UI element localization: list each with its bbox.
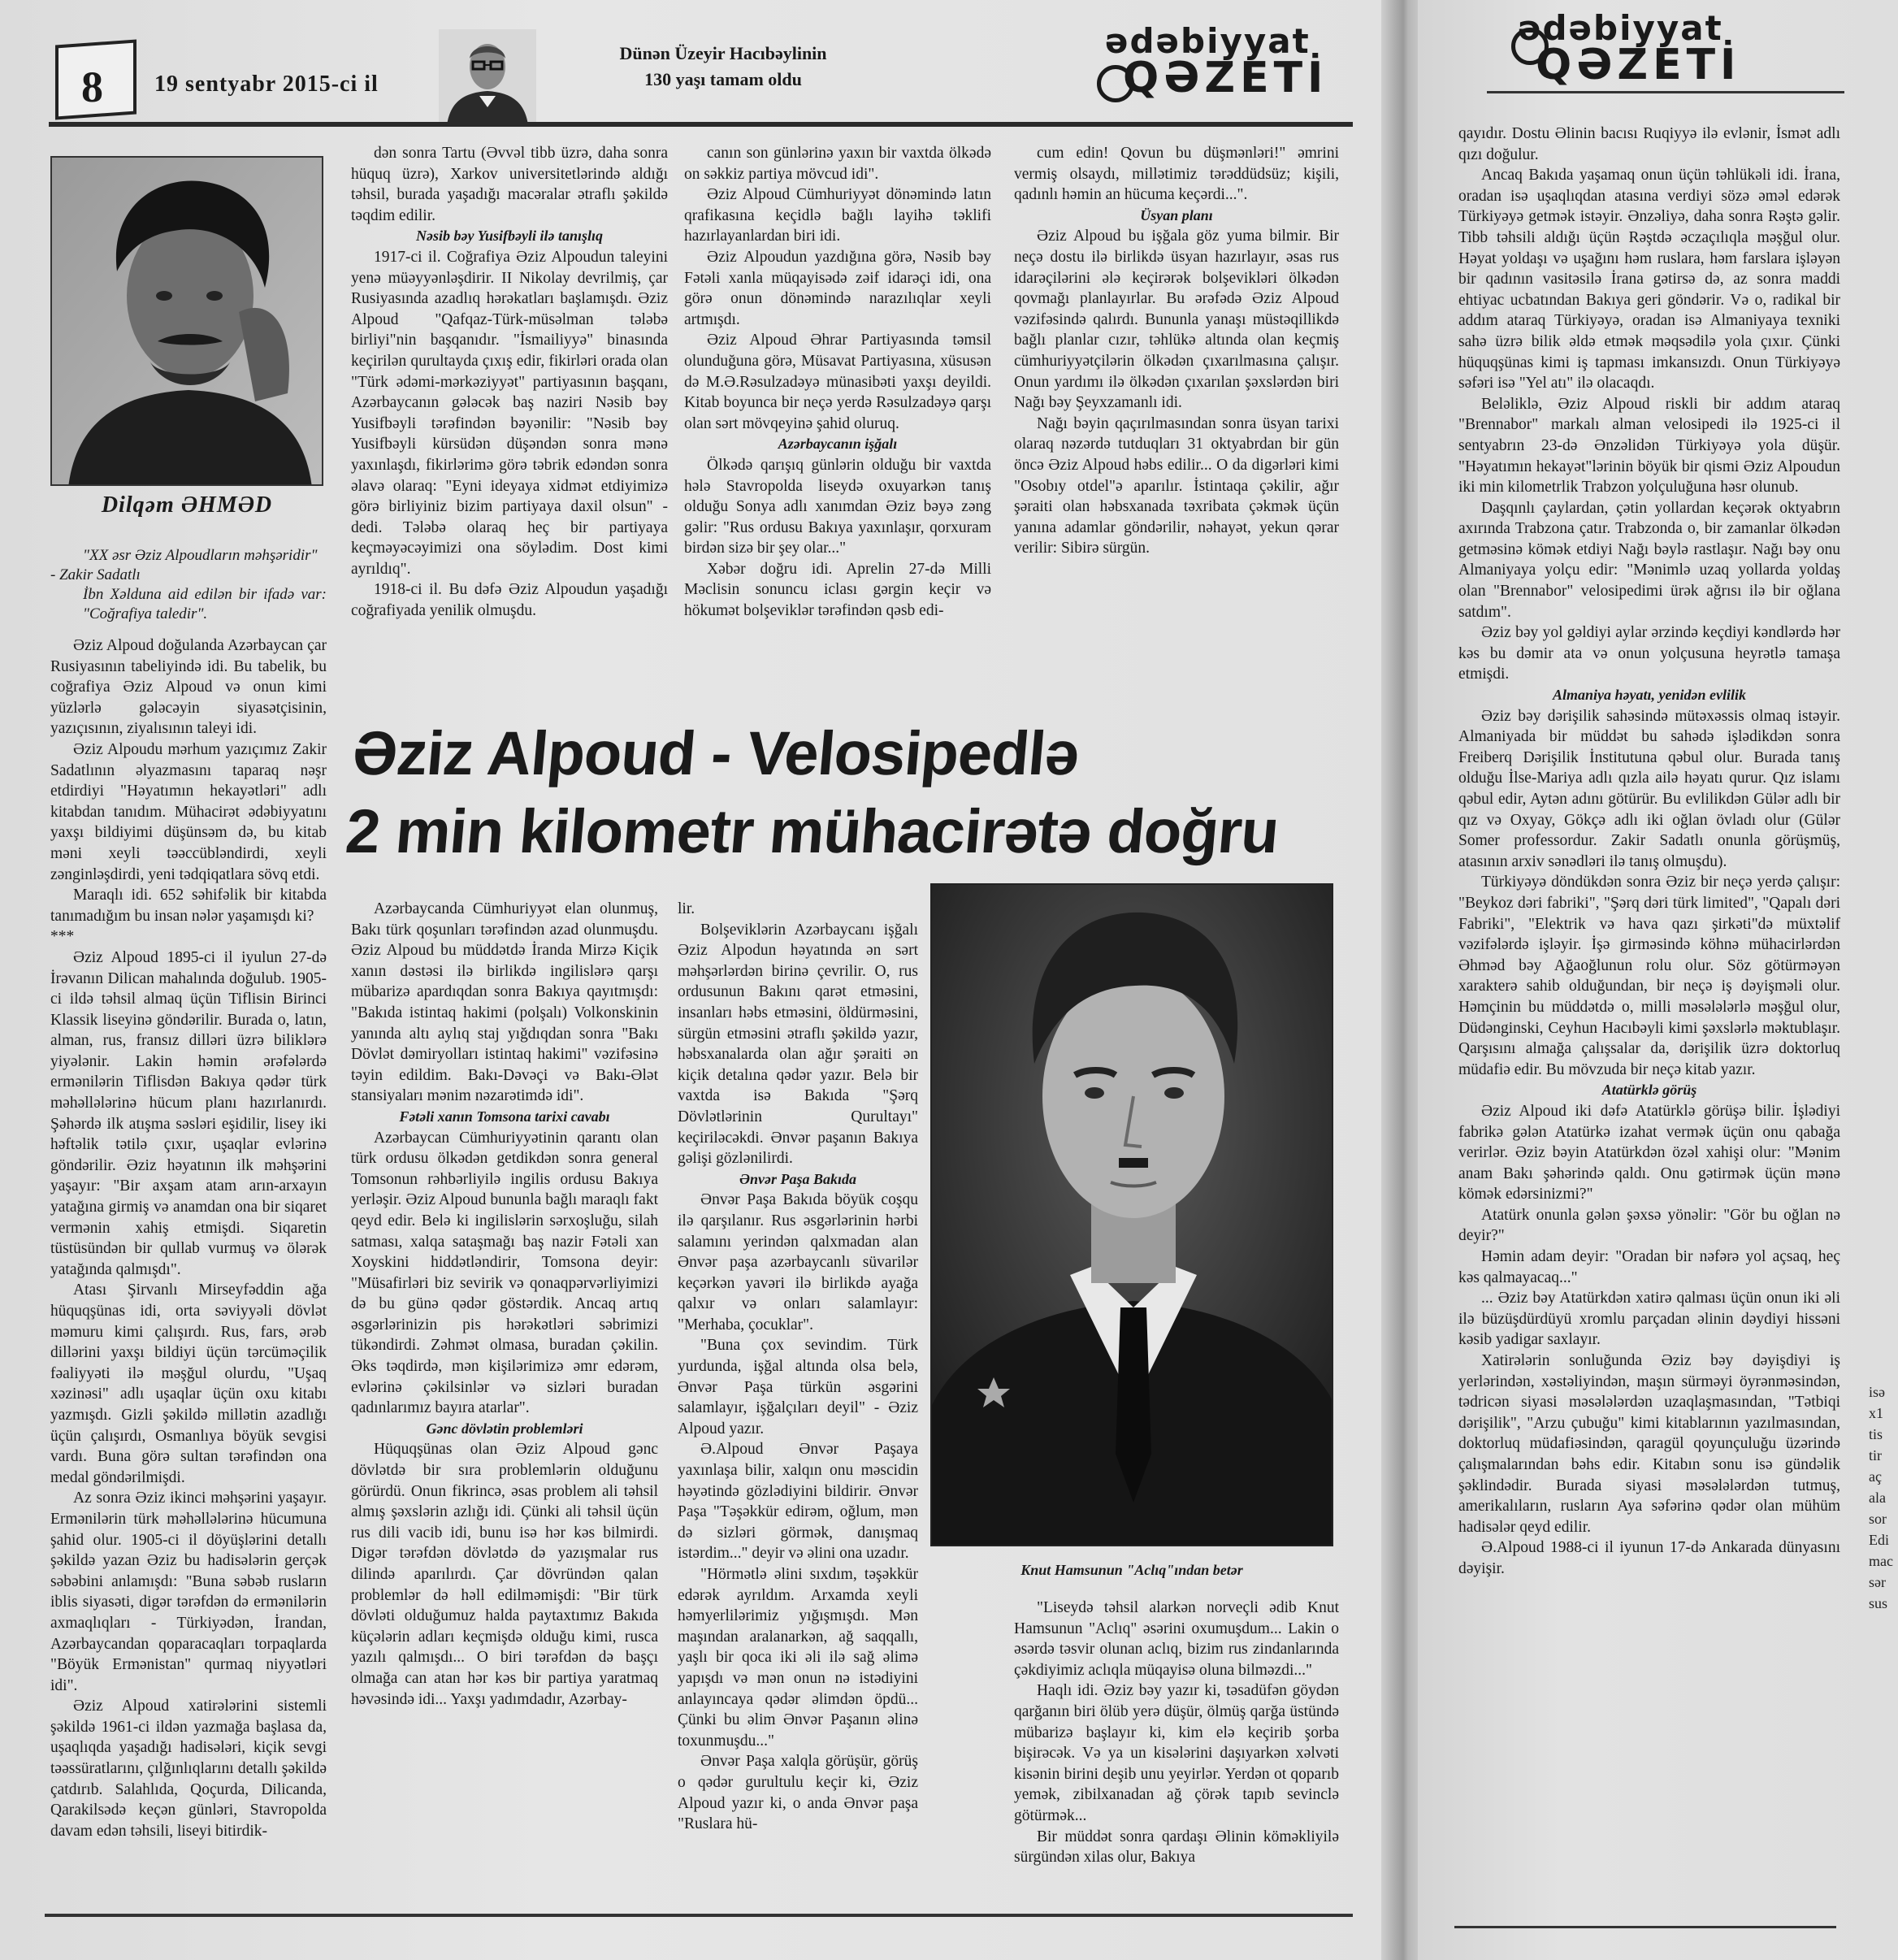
- paragraph: Xəbər doğru idi. Aprelin 27-də Milli Məclisin sonuncu iclası gərgin keçir və hökumət bolşeviklər tərəfindən qəsb edi-: [684, 560, 991, 620]
- logo-line-2-right: QƏZETİ: [1536, 41, 1741, 89]
- paragraph: dən sonra Tartu (Əvvəl tibb üzrə, daha sonra hüquq üzrə), Xarkov universitetlərində aldığı təhsil, burada yaşadığı macəralar ətraflı şəkildə təqdim edilir.: [351, 145, 668, 224]
- paragraph: qayıdır. Dostu Əlinin bacısı Ruqiyyə ilə evlənir, İsmət adlı qızı doğulur.: [1458, 125, 1840, 163]
- subheading: Ənvər Paşa Bakıda: [739, 1170, 856, 1187]
- paragraph: Əziz Alpoud Cümhuriyyət dönəmində latın qrafikasına keçidlə bağlı layihə təklifi hazırlayanlardan biri idi.: [684, 186, 991, 245]
- edge-fragment: sər: [1869, 1574, 1886, 1590]
- headline-line-1: Əziz Alpoud - Velosipedlə: [349, 719, 1081, 788]
- epigraph-quote: "XX əsr Əziz Alpoudların məhşəridir": [83, 547, 318, 564]
- paragraph: Ənvər Paşa Bakıda böyük coşqu ilə qarşılanır. Rus əsgərlərinin hərbi salamını yerindən qalxmadan alan Ənvər paşa azərbaycanlı süvarilər keçərkən yavəri ilə birlikdə ayağa qalxır və onları salamlayır: "Merhaba, çocuklar".: [678, 1191, 918, 1333]
- logo-line-1: ədəbiyyat: [1105, 21, 1311, 61]
- paragraph: Əziz Alpoud Əhrar Partiyasında təmsil olunduğuna görə, Müsavat Partiyasına, xüsusən də M.Ə.Rəsulzadəyə münasibəti yaxşı deyildi. Kitab boyunca bir neçə yerdə Rəsulzadəyə qarşı olan sərt mövqeyinə şahid oluruq.: [684, 332, 991, 432]
- subheading: Nəsib bəy Yusifbəyli ilə tanışlıq: [416, 228, 603, 245]
- column-1: [50, 546, 327, 1841]
- paragraph: lir.: [678, 900, 696, 917]
- paragraph: "Buna çox sevindim. Türk yurdunda, işğal altında olsa belə, Ənvər Paşa türkün əsgərini salamlayır, işğalçıları deyil" - Əziz Alpoud yazır.: [678, 1337, 918, 1437]
- paragraph: Ölkədə qarışıq günlərin olduğu bir vaxtda hələ Stavropolda liseydə oxuyarkən tanış olduğu Sonya adlı xanımdan Əziz bəyə zəng gəlir: "Rus ordusu Bakıya yaxınlaşır, qorxuram birdən sizə bir şey olar...": [684, 456, 991, 557]
- paragraph: Maraqlı idi. 652 səhifəlik bir kitabda tanımadığım bu insan nələr yaşamışdı ki?: [50, 887, 327, 925]
- paragraph: 1917-ci il. Coğrafiya Əziz Alpoudun taleyini yenə müəyyənləşdirir. II Nikolay devrilmiş, çar Rusiyasında azadlıq hərəkatları başlamışdı. Əziz Alpoud "Qafqaz-Türk-müsəlman tələbə birliyi"nin başqanıdır. "İsmailiyyə" binasında keçirilən qurultayda çıxış edir, fikirləri orada olan "Türk ədəmi-mərkəziyyət" partiyasının başqanı, Azərbaycanın gələcək baş naziri Nəsib bəy Yusifbəyli tərəfindən bəyənilir: "Nəsib bəy Yusifbəyli kürsüdən düşəndən sonra mənə yaxınlaşdı, fikirlərimə görə təbrik edəndən sonra əlavə olaraq: "Eyni ideyaya xidmət etdiyimizə görə birliyiniz bizim partiyaya daxil olsun" - dedi. Tələbə olaraq heç bir partiyaya keçməyəcəyimizi ona söylədim. Dost kimi ayrıldıq".: [351, 248, 668, 578]
- column-3-bottom: [678, 899, 918, 1835]
- paragraph: ... Əziz bəy Atatürkdən xatirə qalması üçün onun iki əli ilə büzüşdürdüyü xromlu parçadan əlinin dəydiyi hissəni kəsib yadigar saxlayır.: [1458, 1290, 1840, 1349]
- right-footer-divider: [1454, 1926, 1836, 1928]
- paragraph: cum edin! Qovun bu düşmənləri!" əmrini vermiş olsaydı, millətimiz tərəddüdsüz; kişili, qadınlı həmin an hücuma keçərdi...".: [1014, 145, 1339, 204]
- column-2-top: [351, 143, 668, 622]
- paragraph: Əziz Alpoudun yazdığına görə, Nəsib bəy Fətəli xanla müqayisədə zəif idarəçi idi, ona görə onun dönəmində narazılıqlar xeyli artmışdı.: [684, 248, 991, 328]
- edge-fragment: sor: [1869, 1511, 1887, 1527]
- paragraph: Əziz Alpoud bu işğala göz yuma bilmir. Bir neçə dostu ilə birlikdə üsyan hazırlayır, əsas rus idarəçilərini ələ keçirərək bolşevikləri ölkədən qovmağı planlayırlar. Bu ərəfədə Əziz Alpoud vəzifəsində qalırdı. Bununla yanaşı müstəqillikdə bağlı planlar cızır, təhlükə altında olan keçmiş cümhuriyyətçilərin ölkədən çıxarılmasına çalışır. Onun yardımı ilə ölkədən çıxarılan şəxslərdən biri Nağı bəy Şeyxzamanlı idi.: [1014, 228, 1339, 412]
- edge-fragment: aç: [1869, 1468, 1882, 1485]
- section-separator: ***: [50, 928, 75, 946]
- paragraph: Ancaq Bakıda yaşamaq onun üçün təhlükəli idi. İrana, oradan isə uşaqlıqdan atasına verdiyi sözə əməl edərək Türkiyəyə getmək istəyir. Ənzəliyə, daha sonra Rəştə gəlir. Tibb təhsili aldığı üçün Rəştdə əczaçılıqla məşğul olur. Həyat yoldaşı və uşağını həm ruslara, həm farslara işləyən bir qadının vasitəsilə İrana gətirsə də, az sonra maddi ehtiyac ucbatından Bakıya geri göndərir. Və o, radikal bir addım ataraq Türkiyəyə, oradan isə Almaniyaya texniki sahə üzrə bilik əldə etmək məqsədilə yola çıxır. Çünki hüquqşünas kimi iş tapması imkansızdı. Onun Türkiyəyə səfəri isə "Yel atı" ilə olacaqdı.: [1458, 167, 1840, 392]
- issue-date: 19 sentyabr 2015-ci il: [154, 72, 379, 97]
- paragraph: Atası Şirvanlı Mirseyfəddin ağa hüquqşünas idi, orta səviyyəli dövlət məmuru kimi çalışırdı. Rus, fars, ərəb dillərini yaxşı bildiyi üçün tərcüməçilik fəaliyyəti ilə məşğul olurdu, "Uşaq xəzinəsi" adlı uşaqlar üçün oxu kitabı yazmışdı. Gizli şəkildə millətin azadlığı üçün çalışırdı, Osmanlıya böyük sevgisi vardı. Buna görə sultan tərəfindən ona medal göndərilmişdi.: [50, 1281, 327, 1486]
- paragraph: Əziz bəy yol gəldiyi aylar ərzində keçdiyi kəndlərdə hər kəs bu dəmir ata və onun yolçusuna heyrətlə tamaşa etmişdi.: [1458, 624, 1840, 683]
- column-5: [1458, 124, 1840, 1580]
- paragraph: Ə.Alpoud 1988-ci il iyunun 17-də Ankarada dünyasını dəyişir.: [1458, 1539, 1840, 1577]
- subheading: Fətəli xanın Tomsona tarixi cavabı: [399, 1108, 610, 1125]
- logo-line-2: QƏZETİ: [1123, 54, 1328, 102]
- paragraph: Əziz Alpoud iki dəfə Atatürklə görüşə bilir. İşlədiyi fabrikə gələn Atatürkə izahat vermək üçün onu qabağa verirlər. Əziz bəyin Atatürkdən özəl xahişi olur: "Mənim anam Bakı şəhərində qaldı. Onu gətirmək üçün mənə kömək edərsinizmi?": [1458, 1102, 1840, 1203]
- article-headline: [343, 715, 1389, 871]
- edge-fragment: isə: [1869, 1384, 1885, 1400]
- edge-fragment: tis: [1869, 1426, 1883, 1442]
- paragraph: Xatirələrin sonluğunda Əziz bəy dəyişdiyi iş yerlərindən, xəstəliyindən, maşın sürməyi öyrənməsindən, tədricən siyasi məsələlərdən uzaqlaşmasından, "Tətbiqi dərişilik", "Arzu çubuğu" kimi kitablarının yazılmasından, doktorluq müdafiəsindən, qaragül qoyunçuluğu üzərində çalışmalarından bəhs edir. Kitabın sonu isə gündəlik şəklindədir. Burada siyasi məsələlərdən tutmuş, amerikalıların, rusların Aya səfərinə qədər olan mühüm hadisələr qeyd edilir.: [1458, 1352, 1840, 1536]
- footer-divider: [45, 1914, 1353, 1917]
- paragraph: Beləliklə, Əziz Alpoud riskli bir addım ataraq "Brennabor" markalı alman velosipedi ilə 1925-ci il sentyabrın 23-də Ənzəlidən Türkiyəyə yola düşür. "Həyatımın hekayət"lərinin böyük bir qismi Əziz Alpoudun iki min kilometrlik Trabzon yolçuluğuna həsr olunub.: [1458, 395, 1840, 497]
- paragraph: Azərbaycanda Cümhuriyyət elan olunmuş, Bakı türk qoşunları tərəfindən azad olunmuşdu. Əziz Alpoud bu müddətdə İranda Mirzə Kiçik xanın dəstəsi ilə birlikdə ingilislərə qarşı mübarizə apardıqdan sonra Bakıya qayıtmışdı: "Bakıda istintaq hakimi (polşalı) Volkonskinin yanında altı aylıq staj yığdıqdan sonra "Bakı Dövlət dəmiryolları istintaq hakimi" vəzifəsinə təyin edildim. Bakı-Dəvəçi və Bakı-Ələt stansiyaları mənim nəzarətimdə idi".: [351, 900, 658, 1105]
- paragraph: "Liseydə təhsil alarkən norveçli ədib Knut Hamsunun "Aclıq" əsərini oxumuşdum... Lakin o əsərdə təsvir olunan aclıq, bizim rus zindanlarında çəkdiyimiz aclıqla müqayisə oluna bilməzdi...": [1014, 1599, 1339, 1679]
- column-4-top: [1014, 143, 1339, 559]
- column-2-bottom: [351, 899, 658, 1710]
- edge-fragment: ala: [1869, 1490, 1886, 1506]
- paragraph: "Hörmətlə əlini sıxdım, təşəkkür edərək ayrıldım. Arxamda xeyli həmyerlilərimiz yığışmışdı. Mən maşından aralanarkən, ağ saqqallı, yaşlı bir qoca iki əli ilə sağ əlimə yapışdı və mən onun nə istədiyini anlayıncaya qədər əlimdən öpdü... Çünki bu əlim Ənvər Paşanın əlinə toxunmuşdu...": [678, 1566, 918, 1750]
- subheading: Almaniya həyatı, yenidən evlilik: [1553, 687, 1746, 704]
- edge-fragment: sus: [1869, 1595, 1888, 1611]
- column-3-top: [684, 143, 991, 622]
- paragraph: Türkiyəyə döndükdən sonra Əziz bir neçə yerdə çalışır: "Beykoz dəri fabriki", "Şərq dəri türk limited", "Qapalı dəri Fabriki", "Elektrik və hava qazı şirkəti"də müxtəlif vəzifələrdə işləyir. İşə girməsində köhnə mühacirlərdən Əhməd bəy Ağaoğlunun rolu olur. Söz götürməyən xarakterə sahib olduğundan, bir neçə iş dəyişməli olur. Həmçinin bu müddətdə o, milli məsələlərlə məşğul olur, Düdənginski, Ceyhun Hacıbəyli kimi şəxslərlə məktublaşır. Qarşısını almağa çalışsalar da, dərişilik üzrə doktorluq müdafiə edir. Bu mövzuda bir neçə kitab yazır.: [1458, 874, 1840, 1078]
- paragraph: Həmin adam deyir: "Oradan bir nəfərə yol açsaq, heç kəs qalmayacaq...": [1458, 1248, 1840, 1286]
- aziz-alpoud-photo: [930, 883, 1333, 1546]
- logo-line-1-right: ədəbiyyat: [1518, 8, 1723, 48]
- paragraph: Əziz Alpoud xatirələrini sistemli şəkildə 1961-ci ildən yazmağa başlasa da, uşaqlıqda yaşadığı hadisələri, kiçik sevgi təəssüratlarını, çılğınlıqlarını detallı şəkildə çatdırıb. Salahlıda, Qoçurda, Dilicanda, Qarakilsədə keçən günləri, Stavropolda davam edən təhsili, liseyi bitirdik-: [50, 1698, 327, 1840]
- header-divider: [49, 122, 1353, 127]
- photo-caption: Knut Hamsunun "Aclıq"ından betər: [1020, 1562, 1243, 1578]
- paragraph: Bolşeviklərin Azərbaycanı işğalı Əziz Alpodun həyatında ən sərt məhşərlərdən birinə çevrilir. O, rus ordusunun Bakını qarət etməsini, insanları həbs etməsini, öldürməsini, sürgün etməsini ətraflı şəkildə yazır, həbsxanalarda olan ağır şəraiti ən kiçik detalına qədər yazır. Belə bir vaxtda isə Bakıda "Şərq Dövlətlərinin Qurultayı" keçiriləcəkdi. Ənvər paşanın Bakıya gəlişi gözlənilirdi.: [678, 921, 918, 1168]
- notice-line-1: Dünən Üzeyir Hacıbəylinin: [619, 43, 827, 63]
- paragraph: Daşqınlı çaylardan, çətin yollardan keçərək oktyabrın axırında Trabzona çatır. Trabzonda o, bir zamanlar ölkədən getməsinə kömək etdiyi Nağı bəylə rastlaşır. Nağı bəy onu Almaniyaya yolçu edir: "Mənimlə uzaq yollarda yoldaş olan "Brennabor" velosipedimi ürək ağrısı ilə bir oğlana satdım".: [1458, 499, 1840, 621]
- subheading: Atatürklə görüş: [1601, 1082, 1697, 1099]
- column-4-bottom: [1014, 1598, 1339, 1868]
- page-number: 8: [81, 63, 103, 111]
- edge-fragment: Edi: [1869, 1532, 1889, 1548]
- epigraph: [50, 546, 327, 624]
- edge-fragment: mac: [1869, 1553, 1893, 1569]
- paragraph: Əziz Alpoudu mərhum yazıçımız Zakir Sadatlının əlyazmasını taparaq nəşr etdirdiyi "Həyatımın hekayətləri" adlı kitabdan tanıdım. Mühacirət ədəbiyyatını yaxşı bildiyimi düşünsəm də, bu kitab məni xeyli təəccübləndirdi, xeyli zənginləşdirdi, yeni tədqiqatlara sövq etdi.: [50, 740, 327, 883]
- paragraph: Atatürk onunla gələn şəxsə yönəlir: "Gör bu oğlan nə deyir?": [1458, 1206, 1840, 1245]
- paragraph: Haqlı idi. Əziz bəy yazır ki, təsadüfən göydən qarğanın biri ölüb yerə düşür, ölmüş qarğa üstündə mübarizə başlayır ki, kim elə keçirib şorba bişirəcək. Və ya un kisələrini daşıyarkən xəlvəti kisənin birini deşib unu yeyirlər. Yerdən ot qoparıb yemək, zibilxanadan ağ çörək tapıb sevinclə götürmək...: [1014, 1682, 1339, 1824]
- newspaper-logo-right: [1518, 8, 1741, 89]
- paragraph: Ə.Alpoud Ənvər Paşaya yaxınlaşa bilir, xalqın onu məscidin həyətində gözlədiyini bildirir. Ənvər Paşa "Təşəkkür edirəm, oğlum, mən də sizləri görmək, danışmaq istərdim..." deyir və əlini ona uzadır.: [678, 1441, 918, 1563]
- next-page-edge-text: [1869, 1381, 1898, 1950]
- paragraph: canın son günlərinə yaxın bir vaxtda ölkədə on səkkiz partiya mövcud idi".: [684, 145, 991, 183]
- newspaper-logo: [1105, 21, 1328, 102]
- paragraph: Bir müddət sonra qardaşı Əlinin köməkliyilə sürgündən xilas olur, Bakıya: [1014, 1828, 1339, 1867]
- edge-fragment: x1: [1869, 1405, 1883, 1421]
- subheading: Üsyan planı: [1140, 206, 1213, 223]
- page-header: [49, 21, 1381, 130]
- paragraph: Hüquqşünas olan Əziz Alpoud gənc dövlətdə bir sıra problemlərin olduğunu görürdü. Onun fikrincə, əsas problem ali təhsil almış şəxslərin azlığı idi. Çünki ali təhsil üçün rus dili vacib idi, bunu isə hər kəs bilmirdi. Digər tərəfdən dövlətdə də yazışmalar rus dilində aparılırdı. Çar dövründən qalan problemlər də həll edilməmişdi: "Bir türk dövləti olduğumuz halda paytaxtımız Bakıda küçələrin adları keçmişdə olduğu kimi, rusca yazılı qalmışdı... O biri tərəfdən də başçı olmağa can atan hər kəs bir partiya yaratmaq həvəsində idi... Yaxşı yadımdadır, Azərbay-: [351, 1441, 658, 1708]
- author-photo: [50, 156, 323, 486]
- paragraph: Nağı bəyin qaçırılmasından sonra üsyan tarixi olaraq nəzərdə tutduqları 31 oktyabrdan bir gün öncə Əziz Alpoud həbs edilir... O da digərləri kimi "Osobıy otdel"ə aparılır. İstintaqa çəkilir, ağır şəraiti olan həbsxanada təxribata çəkmək üçün yanına adamlar göndərilir, nəhayət, yekun qərar verilir: Sibirə sürgün.: [1014, 414, 1339, 557]
- headline-line-2: 2 min kilometr mühacirətə doğru: [343, 797, 1281, 866]
- paragraph: Ənvər Paşa xalqla görüşür, görüş o qədər gurultulu keçir ki, Əziz Alpoud yazır ki, o anda Ənvər paşa "Ruslara hü-: [678, 1753, 918, 1833]
- right-header-divider: [1487, 91, 1844, 93]
- paragraph: Azərbaycan Cümhuriyyətinin qarantı olan türk ordusu ölkədən getdikdən sonra general Tomsonun rəhbərliyilə ingilis ordusu Bakıya yerləşir. Əziz Alpoud bununla bağlı maraqlı fakt qeyd edir. Belə ki ingilislərin sərxoşluğu, silah satması, xalqa sataşmağı baş nazir Fətəli xan Xoyskini hiddətləndirir, Tomsona deyir: "Müsafirləri biz sevirik və qonaqpərvərliyimizi də bu günə qədər göstərdik. Ancaq artıq əsgərlərinizin pis hərəkətləri səbrimizi tükəndirdi. Zəhmət olmasa, buradan çəkilin. Əks təqdirdə, mən kişilərimizə əmr edərəm, evlərinə çəkilsinlər və sizləri buradan qadınlarımız bayıra atarlar".: [351, 1129, 658, 1417]
- paragraph: Əziz Alpoud doğulanda Azərbaycan çar Rusiyasının tabeliyində idi. Bu tabelik, bu coğrafiya Əziz Alpoud və onun kimi yüzlərlə gələcəyin siyasətçisinin, yazıçısının, ziyalısının taleyi idi.: [50, 637, 327, 738]
- edge-fragment: tir: [1869, 1447, 1882, 1463]
- epigraph-note: İbn Xəlduna aid edilən bir ifadə var: "Coğrafiya taledir".: [83, 586, 327, 622]
- paragraph: 1918-ci il. Bu dəfə Əziz Alpoudun yaşadığı coğrafiyada yenilik olmuşdu.: [351, 581, 668, 620]
- paragraph: Əziz Alpoud 1895-ci il iyulun 27-də İrəvanın Dilican mahalında doğulub. 1905-ci ildə təhsil almaq üçün Tiflisin Birinci Klassik liseyinə göndərilir. Burada o, latın, alman, rus, fransız dilləri üzrə biliklərə yiyələnir. Lakin həmin ərəfələrdə ermənilərin Tiflisdən Bakıya qədər türk məhəllələrinə hücum planı hazırlanırdı. Şəhərdə ilk atışma səsləri eşidilir, lisey iki həftəlik tətilə çıxır, uşaqlar evlərinə göndərilir. Əziz həyatının ilk məhşərini yaşayır: "Bir axşam atam arın-arxayın yatağına girmiş və anamdan ona bir siqaret vermənin xahiş etmişdi. Siqaretin tüstüsündən bir qullab vurmuş və ölərək yatağında qalmışdı".: [50, 948, 327, 1278]
- notice-line-2: 130 yaşı tamam oldu: [644, 69, 802, 89]
- paragraph: Əziz bəy dərişilik sahəsində mütəxəssis olmaq istəyir. Almaniyada bir müddət bu sahədə işlədikdən sonra Freiberq Dərişilik İnstitutuna qəbul olur. Burada tanış olduğu İlse-Mariya adlı qızla ailə həyatı qurur. Qız islamı qəbul edir, Aytən adını götürür. Bu evlilikdən Gülər adlı bir qız və Oxyay, Gökçə adlı iki oğlan övladı olur (Gülər Somer professordur. Zakir Sadatlı onunla görüşmüş, atasının arxiv sənədləri ilə tanış olmuşdu).: [1458, 707, 1840, 870]
- anniversary-notice: [552, 41, 894, 93]
- paragraph: Az sonra Əziz ikinci məhşərini yaşayır. Ermənilərin türk məhəllələrinə hücumuna şahid olur. 1905-ci il döyüşlərini detallı şəkildə yazan Əziz bu hadisələrin gerçək səbəbini anlamışdı: "Buna səbəb rusların iblis siyasəti, digər tərəfdən də ermənilərin axmaqlıqları - Türkiyədən, İrandan, Azərbaycandan qoparacaqları torpaqlarda "Böyük Ermənistan" qurmaq niyyətləri idi".: [50, 1490, 327, 1694]
- subheading: Gənc dövlətin problemləri: [426, 1420, 583, 1437]
- epigraph-author: - Zakir Sadatlı: [50, 566, 141, 583]
- author-name: Dilqəm ƏHMƏD: [101, 492, 273, 518]
- subheading: Azərbaycanın işğalı: [778, 436, 898, 453]
- uzeyir-portrait: [439, 29, 536, 125]
